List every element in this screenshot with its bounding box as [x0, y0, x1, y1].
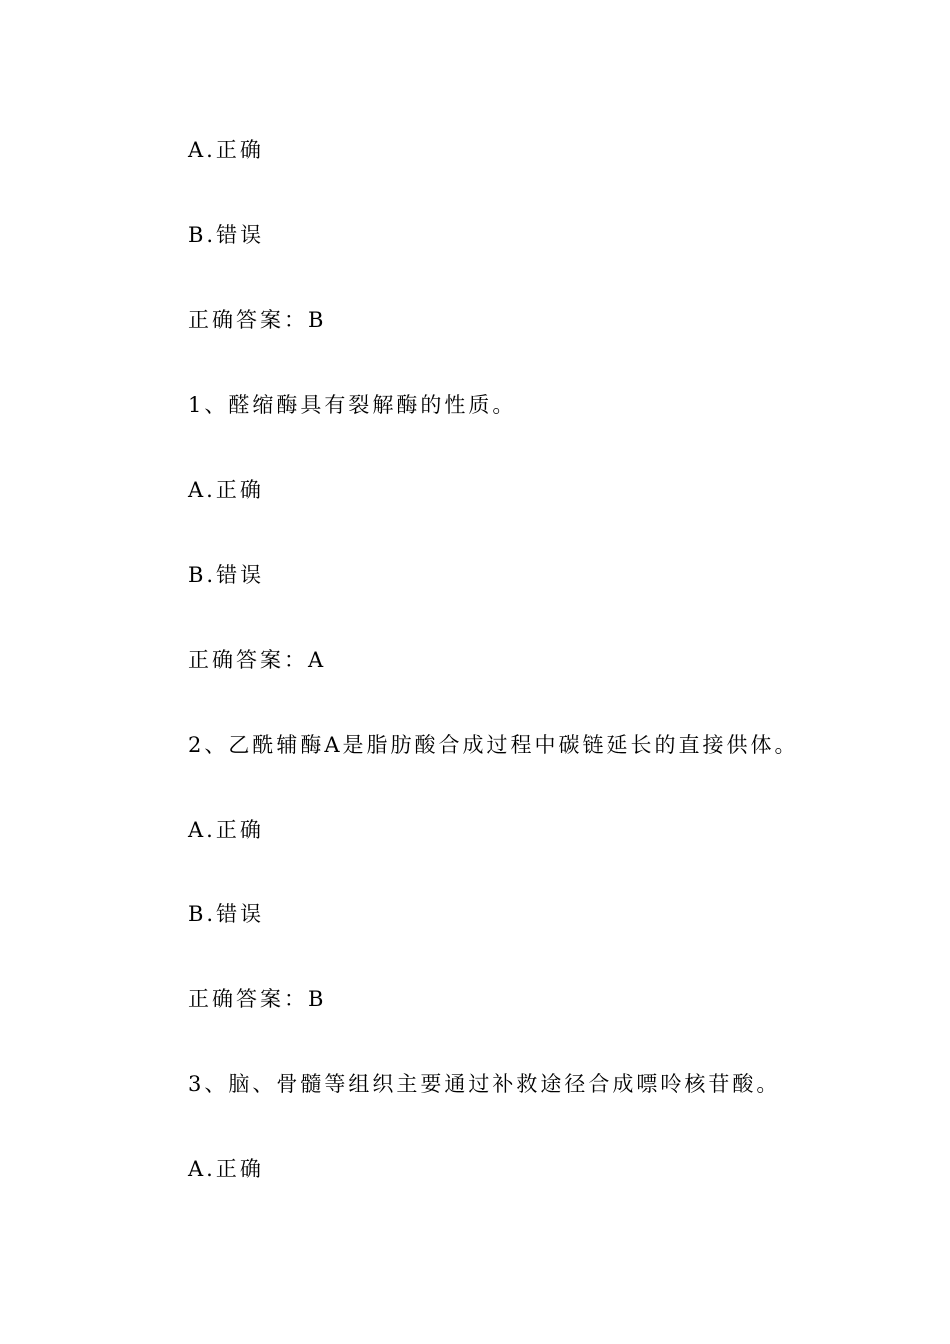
answer-line: 正确答案：B [188, 987, 327, 1011]
option-a: A.正确 [188, 138, 264, 162]
question-1: 1、醛缩酶具有裂解酶的性质。 [188, 393, 517, 417]
option-b: B.错误 [188, 223, 265, 247]
option-a: A.正确 [188, 478, 264, 502]
question-3: 3、脑、骨髓等组织主要通过补救途径合成嘌呤核苷酸。 [188, 1072, 781, 1096]
option-a: A.正确 [188, 1157, 264, 1181]
question-2: 2、乙酰辅酶A是脂肪酸合成过程中碳链延长的直接供体。 [188, 733, 799, 757]
answer-line: 正确答案：B [188, 308, 327, 332]
option-b: B.错误 [188, 902, 265, 926]
option-a: A.正确 [188, 818, 264, 842]
answer-line: 正确答案：A [188, 648, 327, 672]
option-b: B.错误 [188, 563, 265, 587]
